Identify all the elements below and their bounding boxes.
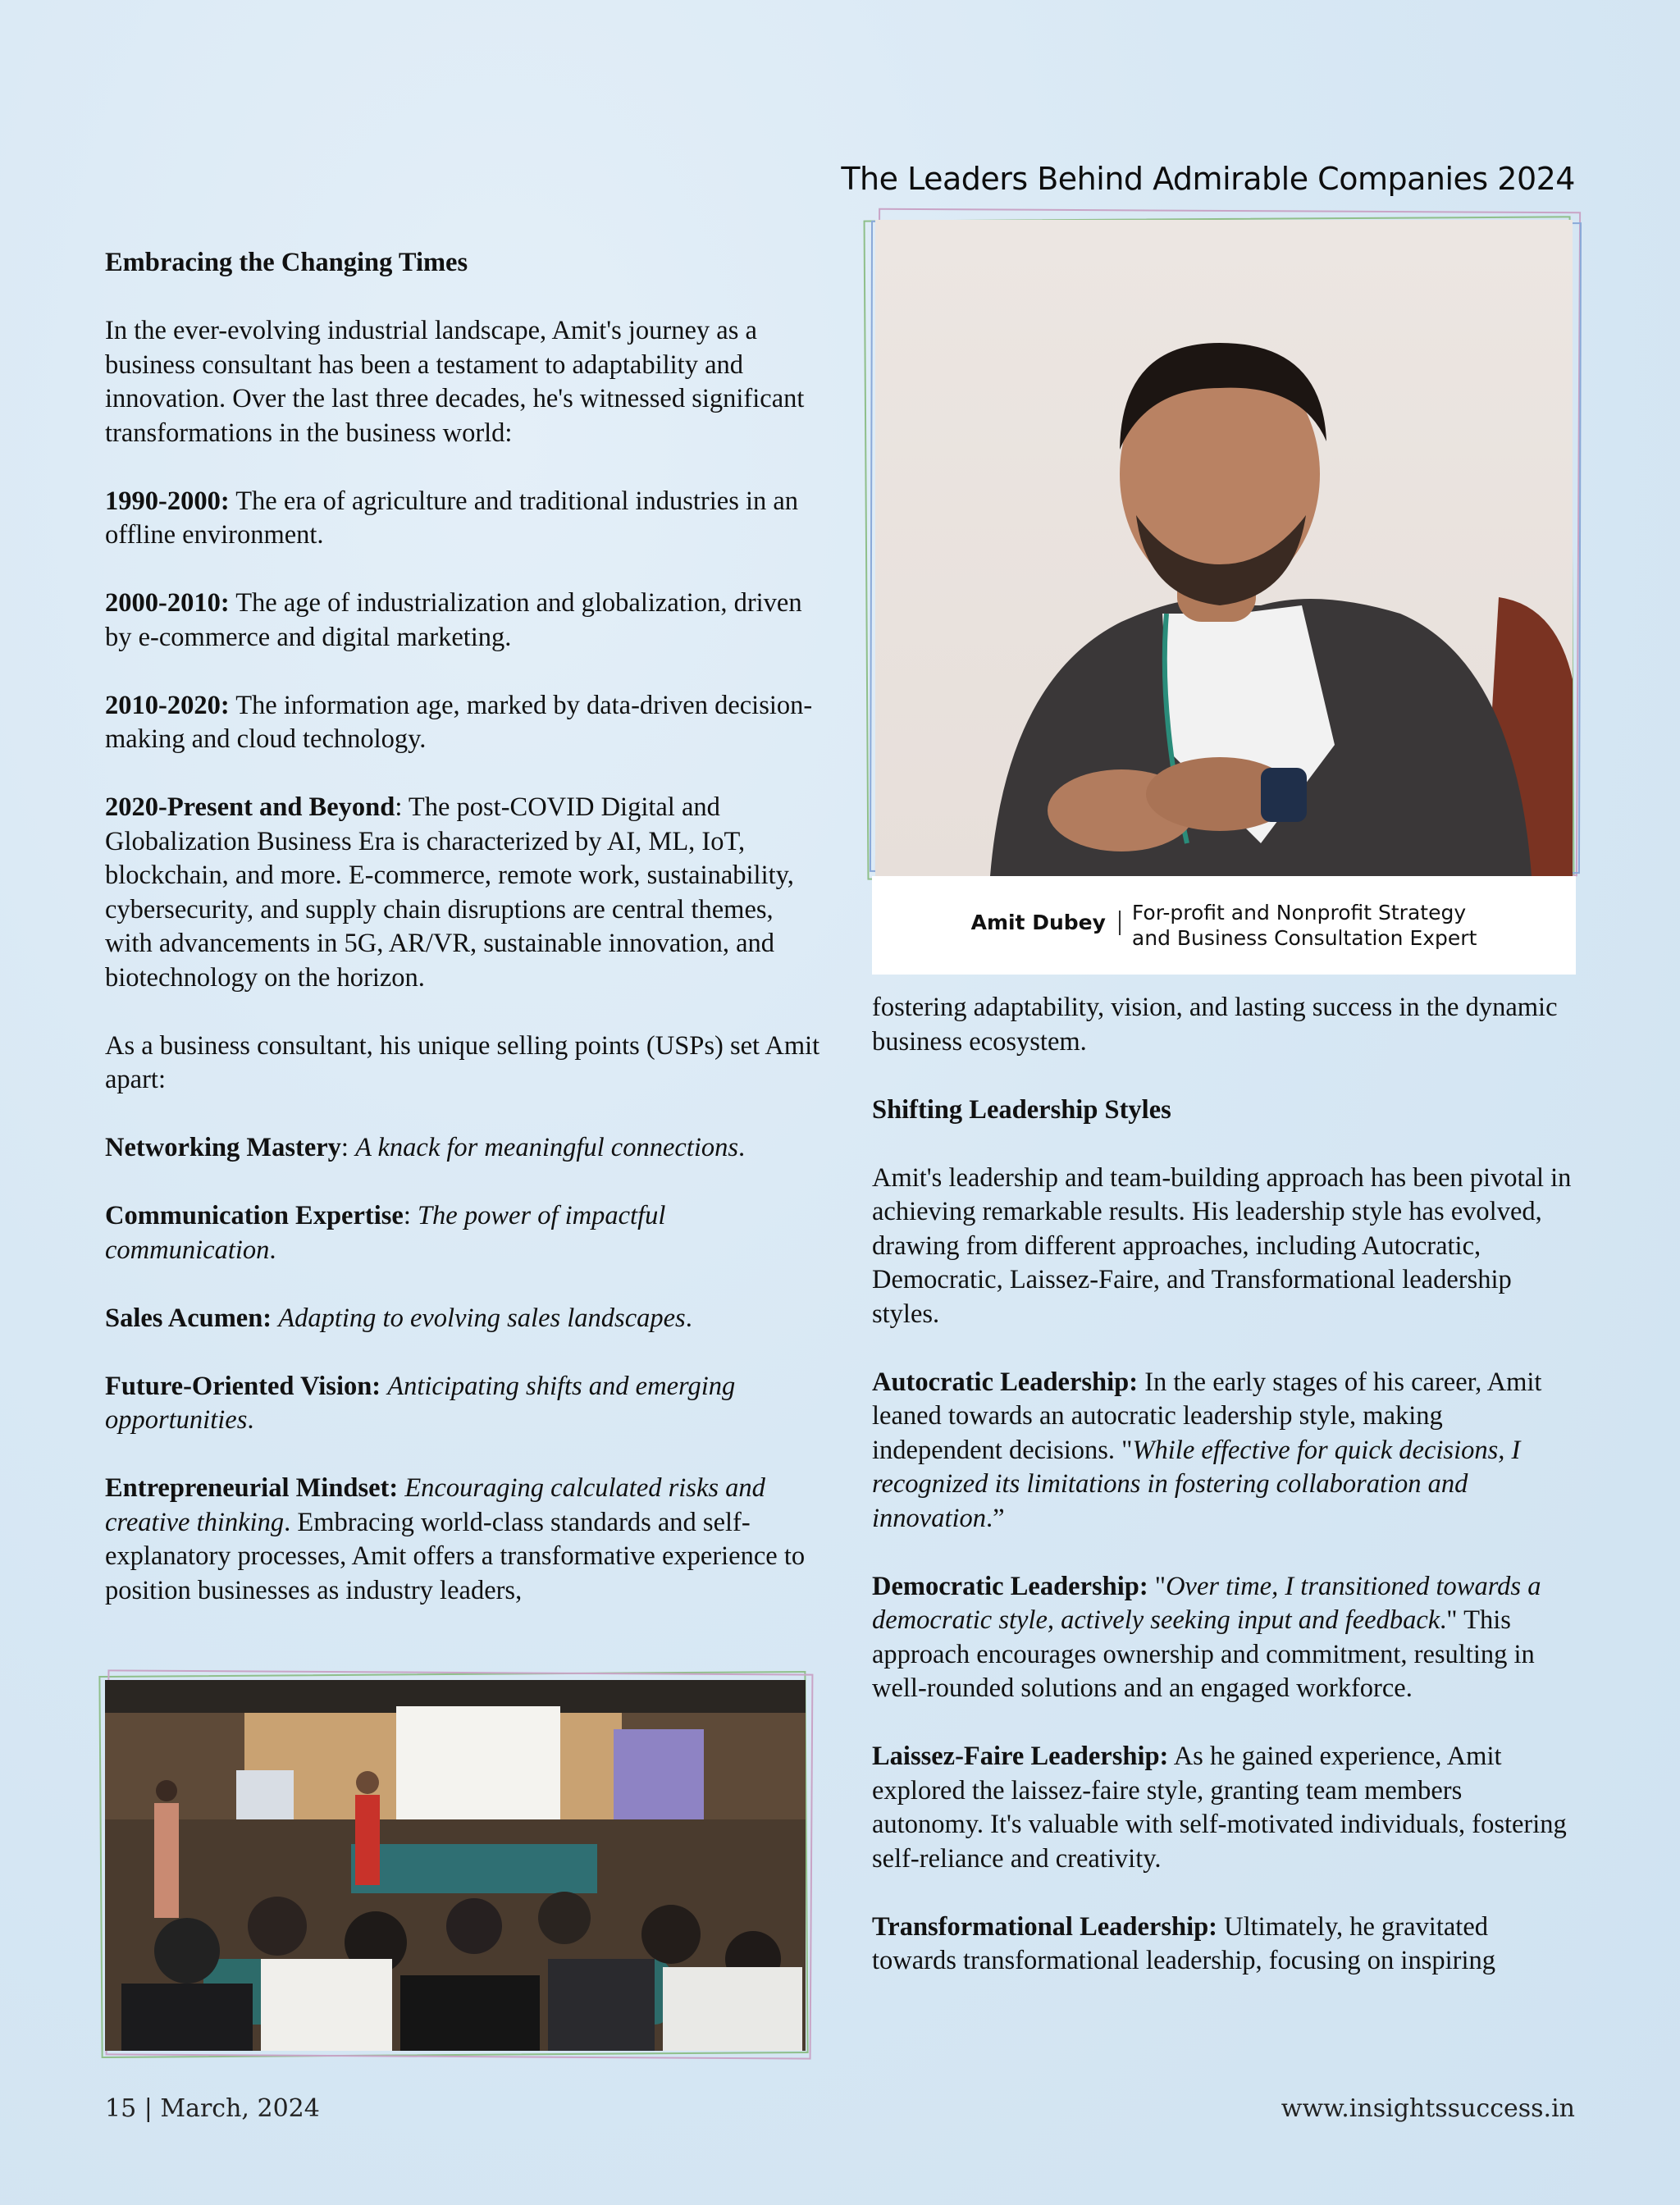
usp-item: Networking Mastery: A knack for meaningful connections.	[105, 1133, 746, 1162]
website-url: www.insightssuccess.in	[1281, 2094, 1575, 2123]
usp-item: Sales Acumen: Adapting to evolving sales landscapes.	[105, 1303, 692, 1333]
usp-intro: As a business consultant, his unique selling points (USPs) set Amit apart:	[105, 1030, 820, 1094]
left-column	[105, 246, 820, 1642]
style-label: Transformational Leadership:	[872, 1911, 1217, 1942]
wall-art-shape	[614, 1729, 704, 1819]
era-text: The information age, marked by data-driven decision-making and cloud technology.	[105, 690, 813, 754]
era-label: 1990-2000:	[105, 486, 230, 516]
era-label: 2020-Present and Beyond	[105, 792, 395, 822]
person-portrait-illustration	[875, 220, 1573, 876]
watch-shape	[1261, 768, 1307, 822]
usp-label: Communication Expertise	[105, 1201, 404, 1230]
era-text: : The post-COVID Digital and Globalization Business Era is characterized by AI, ML, IoT, blockchain, and more. E-commerce, remote work, sustainability, cybersecurity, and supply chain disruptions are central themes, with advancements in 5G, AR/VR, sustainable innovation, and biotechnology on the horizon.	[105, 792, 794, 993]
style-label: Autocratic Leadership:	[872, 1367, 1139, 1397]
leadership-style-item: Laissez-Faire Leadership: As he gained experience, Amit explored the laissez-faire style, granting team members autonomy. It's valuable with self-motivated individuals, fostering self-reliance and creativity.	[872, 1742, 1567, 1874]
era-text: The age of industrialization and globalization, driven by e-commerce and digital marketing.	[105, 588, 802, 652]
role-line: For-profit and Nonprofit Strategy	[1131, 901, 1467, 924]
audience-head	[248, 1897, 307, 1956]
era-label: 2010-2020:	[105, 690, 230, 720]
era-item	[105, 689, 820, 757]
backdrop-panel	[351, 1844, 597, 1893]
page-number: 15 | March, 2024	[105, 2094, 320, 2123]
usp-text: The power of impactful communication	[105, 1201, 666, 1265]
presenter-head	[156, 1780, 177, 1801]
usp-item: Future-Oriented Vision: Anticipating shifts and emerging opportunities.	[105, 1371, 736, 1435]
usp-label: Future-Oriented Vision:	[105, 1371, 381, 1401]
right-column	[872, 991, 1576, 2012]
projector-screen-shape	[396, 1706, 560, 1821]
leadership-intro: Amit's leadership and team-building approach has been pivotal in achieving remarkable results. His leadership style has evolved, drawing from different approaches, including Autocratic, Democratic, Laissez-Faire, and Transformational leadership styles.	[872, 1162, 1572, 1329]
usp-label: Entrepreneurial Mindset:	[105, 1473, 399, 1503]
era-item	[105, 485, 820, 553]
style-quote: While effective for quick decisions, I recognized its limitations in fostering collaboration and innovation	[872, 1435, 1521, 1533]
usp-label: Sales Acumen:	[105, 1303, 272, 1333]
style-quote: Over time, I transitioned towards a democratic style, actively seeking input and feedback	[872, 1571, 1541, 1635]
presenter-shape	[154, 1803, 179, 1918]
leadership-style-item: Transformational Leadership: Ultimately, he gravitated towards transformational leadership, focusing on inspiring	[872, 1911, 1495, 1975]
speaker-head	[356, 1771, 379, 1794]
usp-text: Adapting to evolving sales landscapes	[278, 1303, 686, 1333]
era-item	[105, 791, 820, 995]
audience-body	[663, 1967, 802, 2051]
role-line: and Business Consultation Expert	[1131, 926, 1477, 950]
audience-body	[400, 1975, 540, 2051]
usp-rest: . Embracing world-class standards and self-explanatory processes, Amit offers a transformative experience to position businesses as industry leaders,	[105, 1507, 806, 1605]
section-heading: Embracing the Changing Times	[105, 248, 468, 277]
usp-text: Anticipating shifts and emerging opportunities	[105, 1371, 736, 1435]
audience-head	[641, 1905, 701, 1964]
audience-head	[154, 1918, 220, 1984]
magazine-title: The Leaders Behind Admirable Companies 2024	[841, 161, 1575, 197]
style-label: Laissez-Faire Leadership:	[872, 1742, 1169, 1771]
section-heading: Shifting Leadership Styles	[872, 1094, 1171, 1125]
intro-paragraph: In the ever-evolving industrial landscape, Amit's journey as a business consultant has been a testament to adaptability and innovation. Over the last three decades, he's witnessed significant transformations in the business world:	[105, 316, 805, 448]
audience-body	[548, 1959, 655, 2051]
event-photo	[105, 1680, 806, 2051]
leadership-style-item: Democratic Leadership: "Over time, I transitioned towards a democratic style, actively seeking input and feedback." This approach encourages ownership and commitment, resulting in well-rounded solutions and an engaged workforce.	[872, 1571, 1541, 1703]
portrait-figure	[865, 205, 1573, 976]
portrait-photo	[875, 220, 1573, 876]
audience-head	[446, 1898, 502, 1954]
usp-text: Encouraging calculated risks and creative thinking	[105, 1473, 765, 1537]
event-audience-illustration	[105, 1680, 806, 2051]
usp-item: Communication Expertise: The power of impactful communication.	[105, 1201, 666, 1265]
leadership-style-item: Autocratic Leadership: In the early stages of his career, Amit leaned towards an autocratic leadership style, making independent decisions. "While effective for quick decisions, I recognized its limitations in fostering collaboration and innovation.”	[872, 1367, 1542, 1533]
audience-body	[261, 1959, 392, 2051]
portrait-caption	[872, 876, 1576, 975]
audience-body	[121, 1984, 253, 2051]
style-label: Democratic Leadership:	[872, 1571, 1148, 1601]
era-label: 2000-2010:	[105, 588, 230, 618]
audience-head	[538, 1892, 591, 1944]
person-role	[1121, 900, 1477, 951]
era-text: The era of agriculture and traditional industries in an offline environment.	[105, 486, 799, 550]
person-name: Amit Dubey	[971, 911, 1121, 935]
era-item	[105, 587, 820, 655]
continuation-paragraph: fostering adaptability, vision, and lasting success in the dynamic business ecosystem.	[872, 993, 1558, 1057]
speaker-shape	[355, 1795, 380, 1885]
usp-item-entrepreneurial	[105, 1472, 820, 1608]
event-photo-figure	[100, 1672, 810, 2057]
usp-label: Networking Mastery	[105, 1133, 341, 1162]
usp-text: A knack for meaningful connections	[355, 1133, 739, 1162]
